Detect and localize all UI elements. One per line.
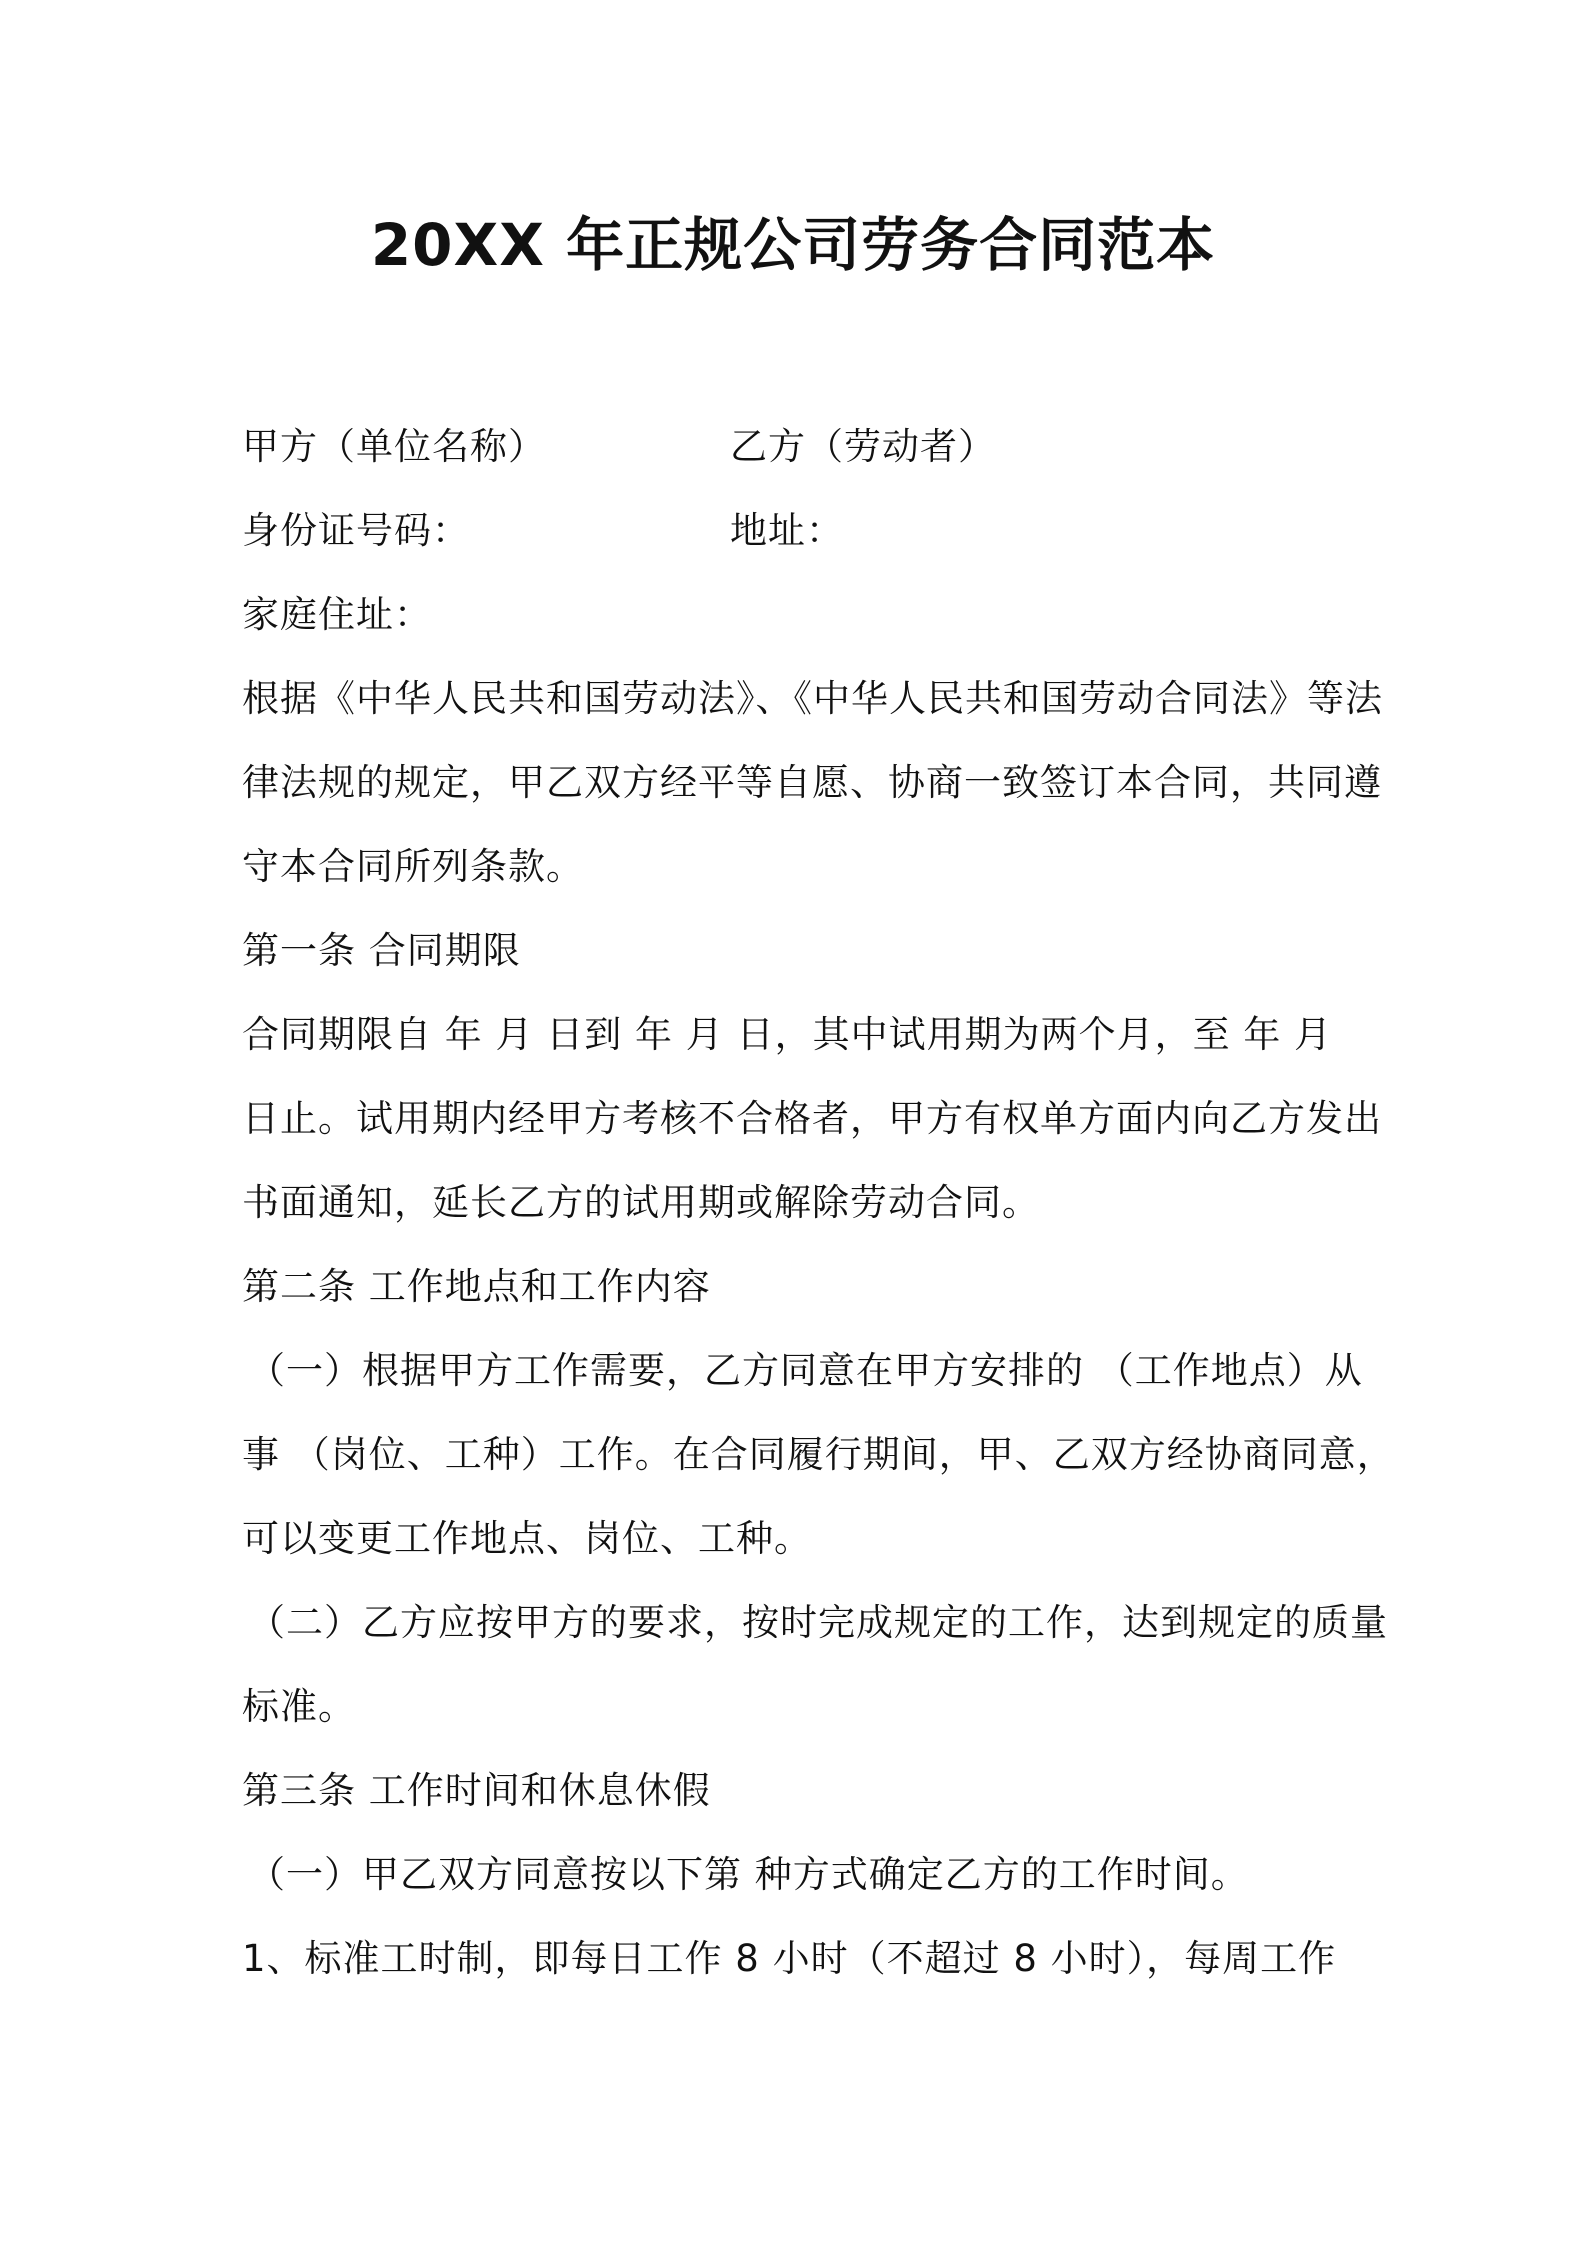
body-line: 日止。试用期内经甲方考核不合格者，甲方有权单方面内向乙方发出: [242, 1097, 1382, 1140]
id-address-row: [242, 489, 1362, 573]
party-b-label: 乙方（劳动者）: [730, 425, 996, 468]
party-row: [242, 405, 1362, 489]
document-title: 20XX 年正规公司劳务合同范本: [370, 211, 1216, 279]
article-3-heading: 第三条 工作时间和休息休假: [242, 1769, 711, 1812]
body-line: 1、标准工时制，即每日工作 8 小时（不超过 8 小时），每周工作: [242, 1937, 1337, 1980]
body-line: 书面通知，延长乙方的试用期或解除劳动合同。: [242, 1181, 1040, 1224]
article-2-heading: 第二条 工作地点和工作内容: [242, 1265, 711, 1308]
body-line: 守本合同所列条款。: [242, 845, 584, 888]
body-line: 可以变更工作地点、岗位、工种。: [242, 1517, 812, 1560]
body-line: 律法规的规定，甲乙双方经平等自愿、协商一致签订本合同，共同遵: [242, 761, 1382, 804]
body-line: （一）甲乙双方同意按以下第 种方式确定乙方的工作时间。: [248, 1853, 1249, 1896]
home-address-label: 家庭住址：: [242, 593, 432, 636]
body-line: 合同期限自 年 月 日到 年 月 日，其中试用期为两个月，至 年 月: [242, 1013, 1333, 1056]
article-1-heading: 第一条 合同期限: [242, 929, 521, 972]
document-body: [242, 405, 1395, 2001]
address-label: 地址：: [730, 509, 844, 552]
body-line: （一）根据甲方工作需要，乙方同意在甲方安排的 （工作地点）从: [248, 1349, 1363, 1392]
body-line: 根据《中华人民共和国劳动法》、《中华人民共和国劳动合同法》等法: [242, 677, 1383, 720]
body-line: 事 （岗位、工种）工作。在合同履行期间，甲、乙双方经协商同意，: [242, 1433, 1395, 1476]
id-number-label: 身份证号码：: [242, 509, 470, 552]
body-line: （二）乙方应按甲方的要求，按时完成规定的工作，达到规定的质量: [248, 1601, 1388, 1644]
body-line: 标准。: [242, 1685, 356, 1728]
party-a-label: 甲方（单位名称）: [242, 425, 546, 468]
